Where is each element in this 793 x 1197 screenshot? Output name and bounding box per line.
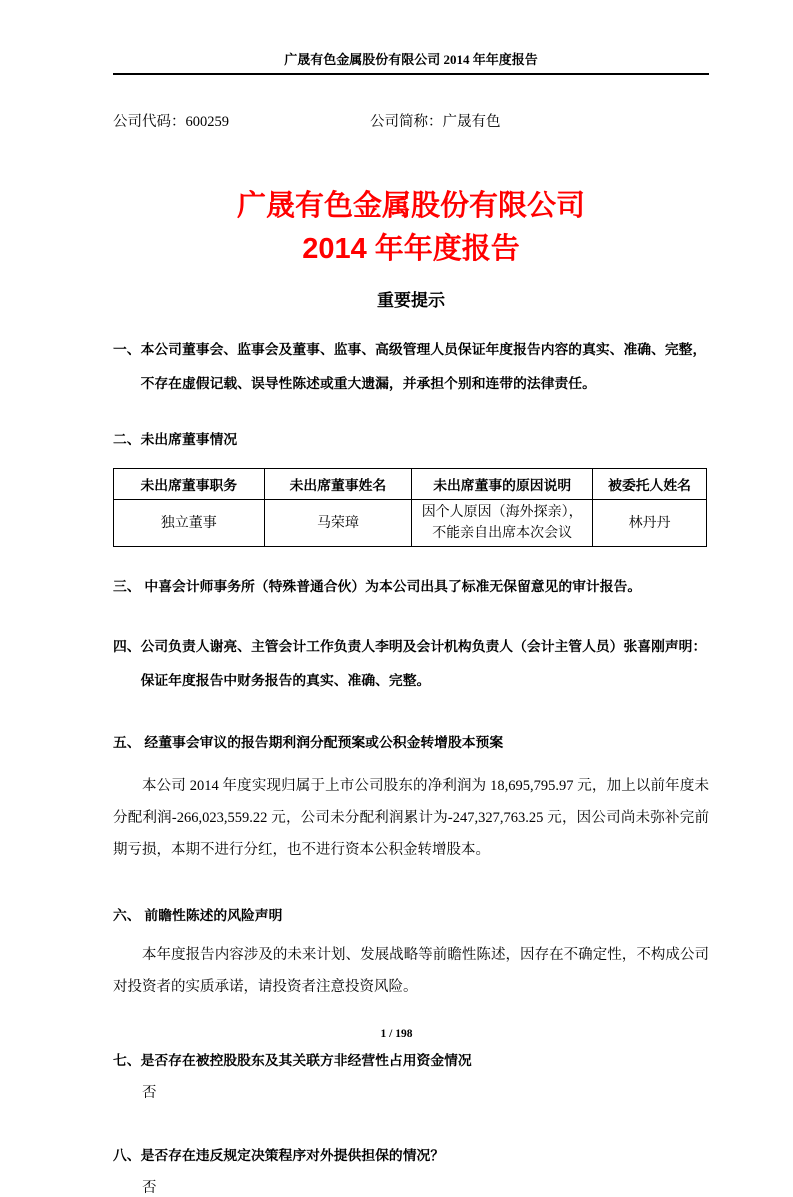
section-1-heading <box>113 333 709 401</box>
header-divider <box>113 73 709 75</box>
page-number: 1 / 198 <box>380 1028 413 1040</box>
section-2-heading: 二、未出席董事情况 <box>113 432 238 447</box>
running-header: 广晟有色金属股份有限公司 2014 年年度报告 <box>284 52 538 67</box>
section-7-heading: 七、是否存在被控股股东及其关联方非经营性占用资金情况 <box>113 1053 472 1068</box>
table-header-position: 未出席董事职务 <box>114 469 265 500</box>
section-5-heading: 五、 经董事会审议的报告期利润分配预案或公积金转增股本预案 <box>113 735 504 750</box>
table-header-name: 未出席董事姓名 <box>264 469 412 500</box>
page-content <box>113 0 709 1197</box>
cell-reason: 因个人原因（海外探亲），不能亲自出席本次会议 <box>412 500 593 547</box>
company-code: 公司代码：600259 <box>113 114 229 130</box>
section-6-heading: 六、 前瞻性陈述的风险声明 <box>113 908 283 923</box>
section-6-body: 本年度报告内容涉及的未来计划、发展战略等前瞻性陈述，因存在不确定性，不构成公司对投资者的实质承诺，请投资者注意投资风险。 <box>113 947 709 995</box>
company-abbreviation: 公司简称：广晟有色 <box>370 114 501 130</box>
table-header-proxy: 被委托人姓名 <box>593 469 707 500</box>
important-notice-title: 重要提示 <box>377 291 445 310</box>
table-row <box>114 500 707 547</box>
report-title-line2: 2014 年年度报告 <box>302 233 520 265</box>
section-4-heading <box>113 630 709 698</box>
absent-directors-table <box>113 468 707 547</box>
section-1-line1: 一、本公司董事会、监事会及董事、监事、高级管理人员保证年度报告内容的真实、准确、完整， <box>113 342 707 357</box>
table-header-row <box>114 469 707 500</box>
cell-name: 马荣璋 <box>264 500 412 547</box>
section-3-heading: 三、 中喜会计师事务所（特殊普通合伙）为本公司出具了标准无保留意见的审计报告。 <box>113 579 642 594</box>
report-title-line1: 广晟有色金属股份有限公司 <box>236 190 585 222</box>
cell-position: 独立董事 <box>114 500 265 547</box>
table-header-reason: 未出席董事的原因说明 <box>412 469 593 500</box>
section-8-answer: 否 <box>142 1180 157 1196</box>
section-4-line2: 保证年度报告中财务报告的真实、准确、完整。 <box>140 673 431 688</box>
company-info-row <box>113 113 709 131</box>
section-5-body: 本公司 2014 年度实现归属于上市公司股东的净利润为 18,695,795.97 元，加上以前年度未分配利润-266,023,559.22 元，公司未分配利润累计为-247,327,763.25 元，因公司尚未弥补完前期亏损，本期不进行分红，也不进行资本公积金转增股本。 <box>113 778 709 858</box>
section-1-line2: 不存在虚假记载、误导性陈述或重大遗漏，并承担个别和连带的法律责任。 <box>140 376 596 391</box>
cell-proxy: 林丹丹 <box>593 500 707 547</box>
report-title <box>113 185 709 271</box>
section-8-heading: 八、是否存在违反规定决策程序对外提供担保的情况？ <box>113 1148 445 1163</box>
section-4-line1: 四、公司负责人谢亮、主管会计工作负责人李明及会计机构负责人（会计主管人员）张喜刚声明： <box>113 639 707 654</box>
section-7-answer: 否 <box>142 1085 157 1101</box>
